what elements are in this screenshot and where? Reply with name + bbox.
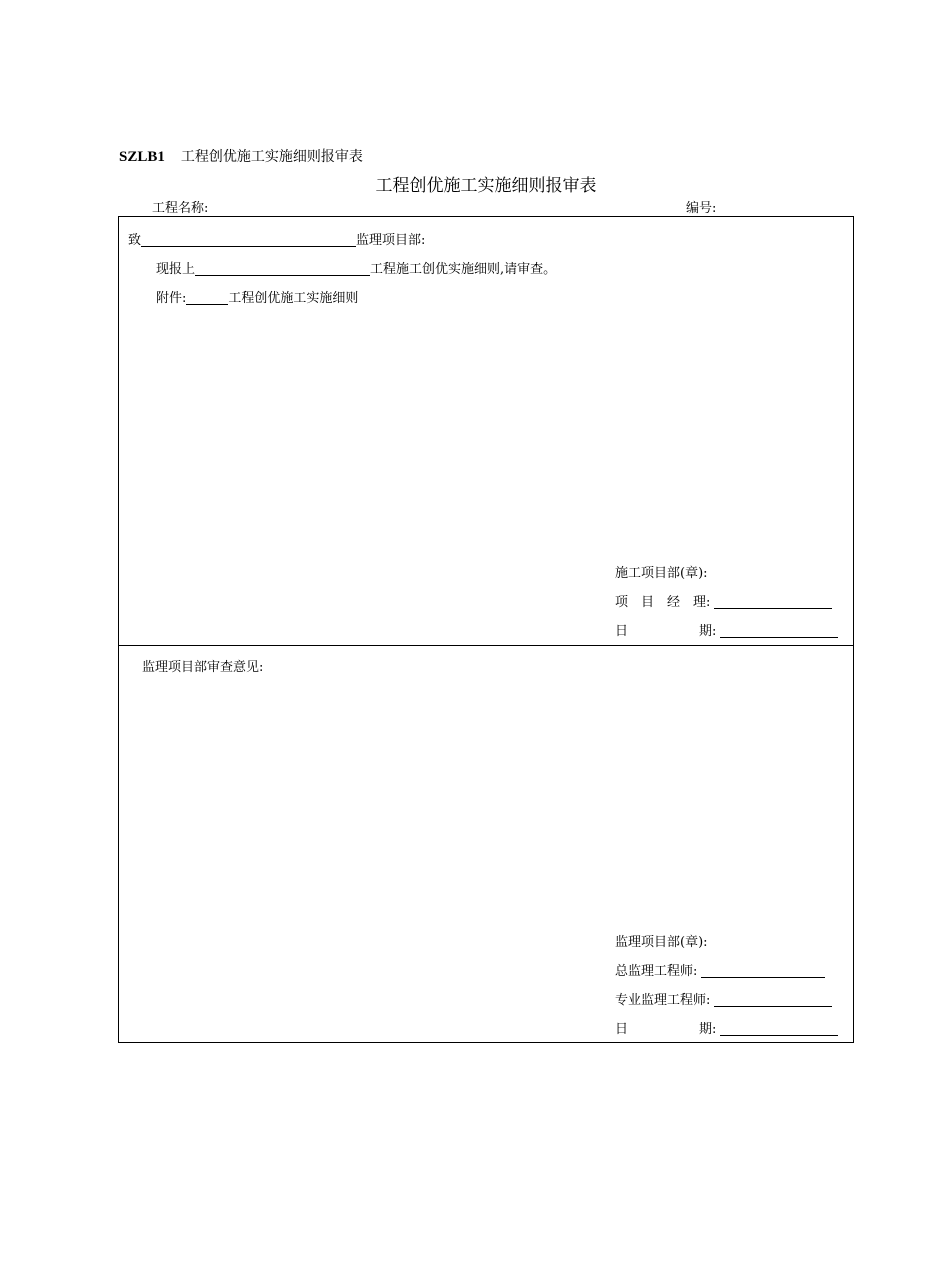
addressee-blank[interactable] [141, 233, 356, 247]
chief-engineer-line [615, 960, 825, 979]
specialist-engineer-blank[interactable] [714, 993, 832, 1007]
date-blank-2[interactable] [720, 1022, 838, 1036]
project-manager-label: 项 目 经 理: [615, 595, 711, 610]
project-manager-line [615, 591, 832, 610]
to-suffix: 监理项目部: [356, 233, 426, 248]
date-blank-1[interactable] [720, 624, 838, 638]
date-line-1 [615, 620, 838, 639]
report-line [156, 258, 556, 277]
report-prefix: 现报上 [156, 262, 196, 277]
date-label-a: 日 [615, 624, 629, 639]
form-code-title: 工程创优施工实施细则报审表 [180, 149, 363, 165]
to-prefix: 致 [128, 233, 142, 248]
supervision-dept-seal: 监理项目部(章): [615, 935, 708, 950]
form-code-heading [119, 146, 363, 166]
chief-engineer-label: 总监理工程师: [615, 964, 698, 979]
supervision-opinion-label: 监理项目部审查意见: [142, 660, 264, 675]
specialist-engineer-label: 专业监理工程师: [615, 993, 711, 1008]
report-suffix: 工程施工创优实施细则,请审查。 [370, 262, 557, 277]
date-label-b: 期: [699, 624, 717, 639]
section-divider [119, 645, 853, 646]
chief-engineer-blank[interactable] [701, 964, 825, 978]
date-label-a-2: 日 [615, 1022, 629, 1037]
form-code: SZLB1 [119, 149, 165, 165]
specialist-engineer-line [615, 989, 832, 1008]
project-name-label: 工程名称: [152, 201, 209, 216]
construction-dept-seal: 施工项目部(章): [615, 566, 708, 581]
date-label-b-2: 期: [699, 1022, 717, 1037]
date-line-2 [615, 1018, 838, 1037]
addressee-line [128, 229, 425, 248]
attachment-line [156, 287, 358, 306]
attachment-prefix: 附件: [156, 291, 187, 306]
attachment-blank[interactable] [186, 291, 228, 305]
page-title: 工程创优施工实施细则报审表 [375, 176, 597, 196]
review-form-table [118, 216, 854, 1043]
project-manager-blank[interactable] [714, 595, 832, 609]
number-label: 编号: [686, 201, 717, 216]
attachment-suffix: 工程创优施工实施细则 [228, 291, 359, 306]
project-blank[interactable] [195, 262, 370, 276]
